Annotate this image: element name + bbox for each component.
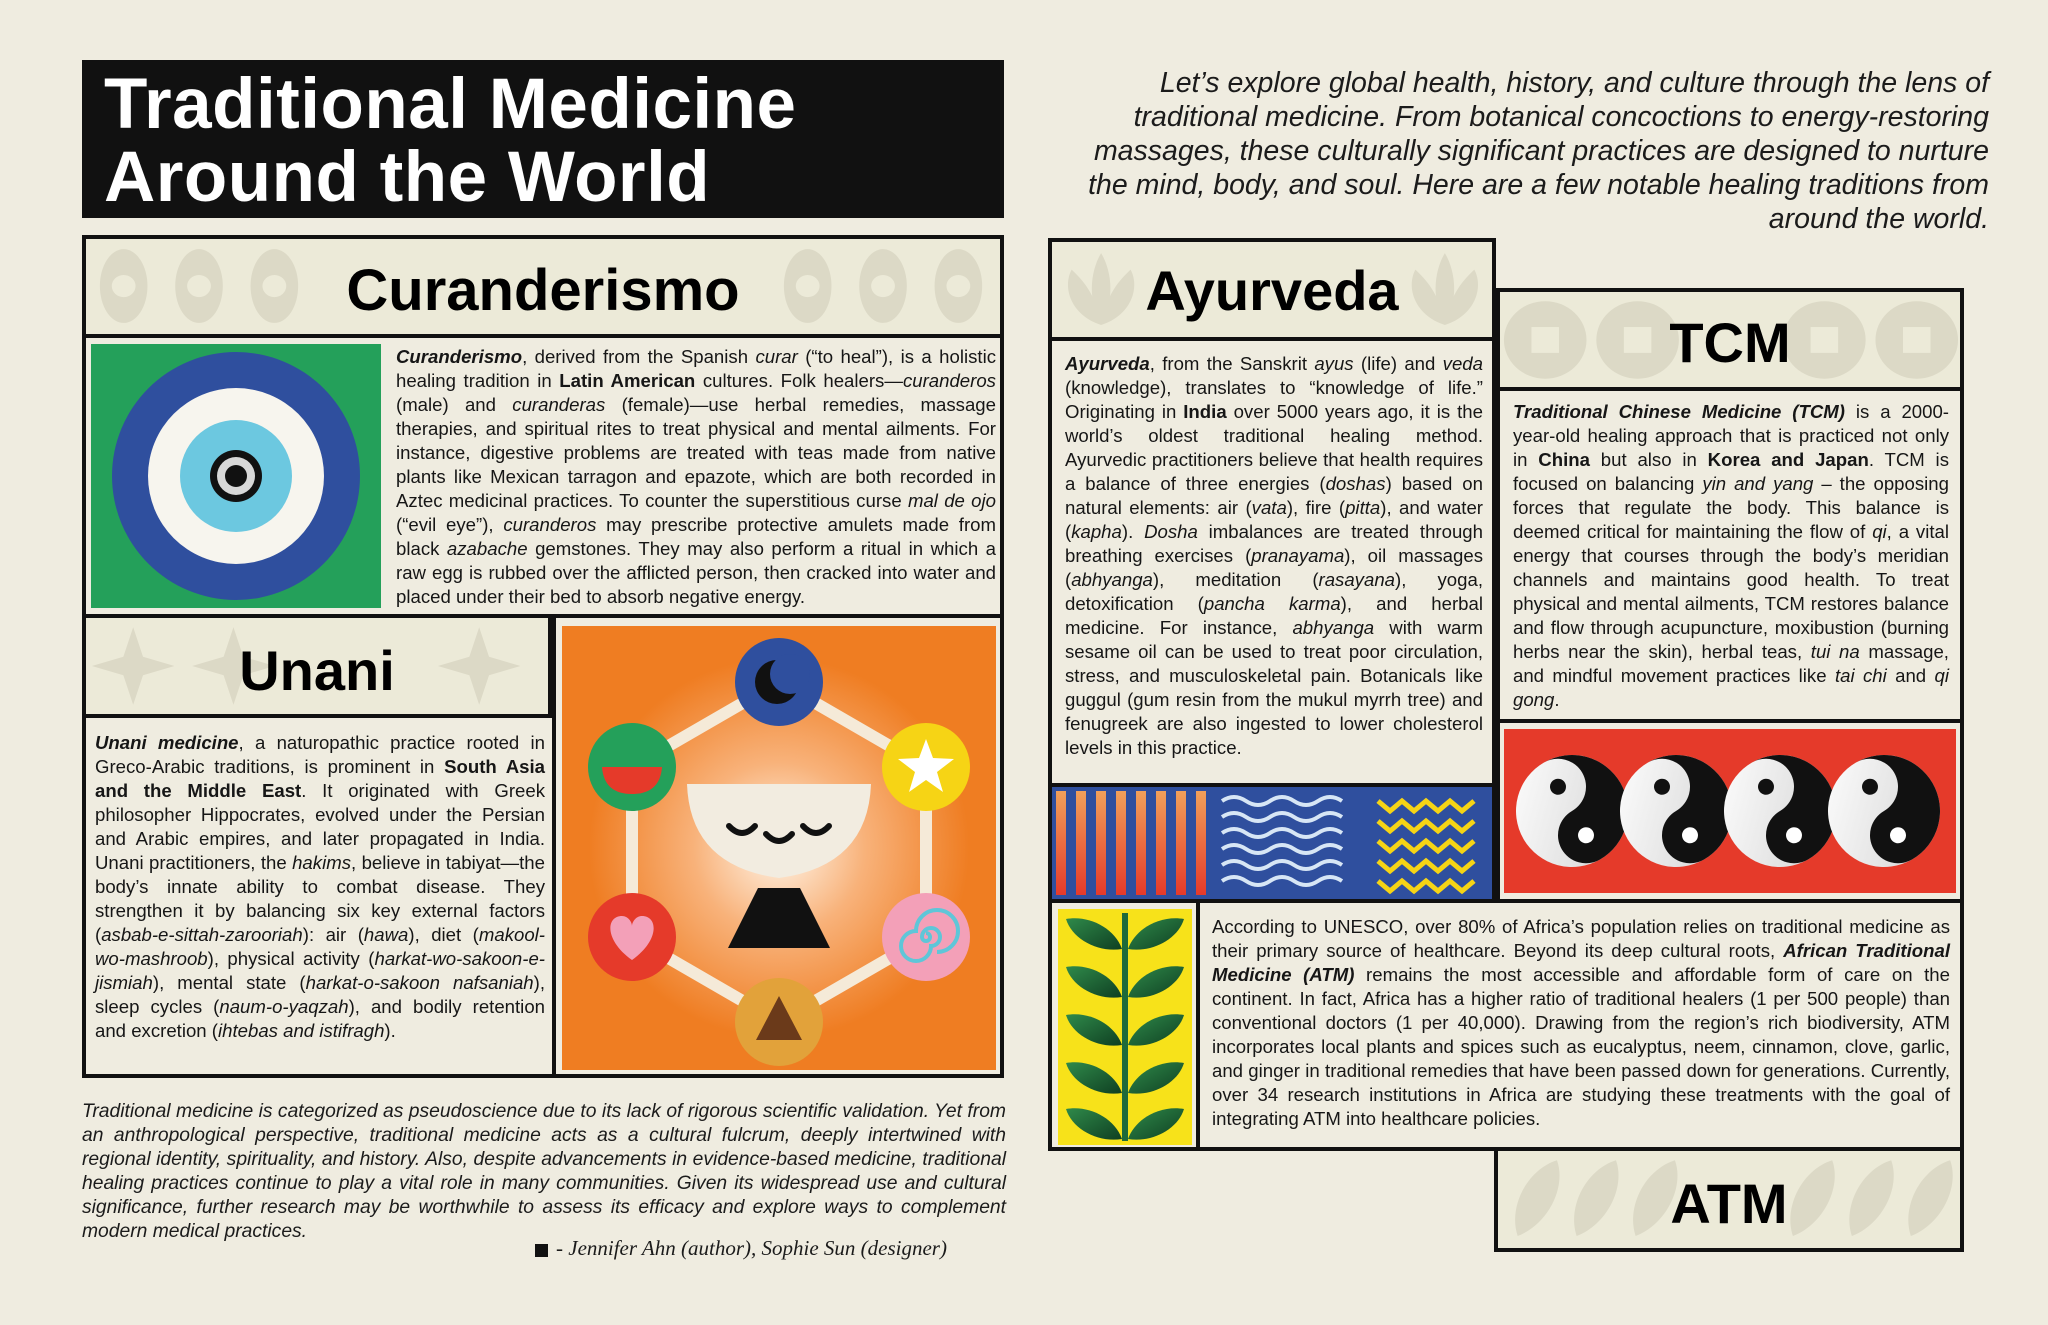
closing-note: Traditional medicine is categorized as pseudoscience due to its lack of rigorous scientific validation. Yet from an anthropological perspective, traditional medicine acts as a cultural fulcrum, deeply intertwined with regional identity, spirituality, and history. Also, despite advancements in evidence-based medicine, traditional healing practices continue to play a vital role in many communities. Given its widespread use and cultural significance, further research may be worthwhile to assess its efficacy and explore ways to complement modern medical practices. <box>82 1101 1006 1242</box>
unani-illustration-frame <box>552 614 1004 1078</box>
curanderismo-banner <box>82 235 1004 338</box>
unani-illustration <box>562 626 996 1070</box>
ayurveda-section <box>1048 337 1496 787</box>
star-icon <box>882 723 970 811</box>
intro-text: Let’s explore global health, history, and culture through the lens of traditional medicine. From botanical concoctions to energy-restoring massages, these culturally significant practices are designed to nurture the mind, body, and soul. Here are a few notable healing traditions from around the world. <box>1088 67 1989 235</box>
atm-banner <box>1494 1147 1964 1252</box>
title-line-1: Traditional Medicine <box>104 65 797 144</box>
unani-section <box>82 714 556 1078</box>
evil-eye-icon <box>91 344 381 608</box>
curanderismo-text: Curanderismo, derived from the Spanish curar (“to heal”), is a holistic healing tradition in Latin American cultures. Folk healers—curanderos (male) and curanderas (female)—use herbal remedies, massage therapies, and spiritual rites to treat physical and mental ailments. For instance, digestive problems are treated with teas made from native plants like Mexican tarragon and epazote, which are both recorded in Aztec medicinal practices. To counter the superstitious curse mal de ojo (“evil eye”), curanderos may prescribe protective amulets made from black azabache gemstones. They may also perform a ritual in which a raw egg is rubbed over the afflicted person, then cracked into water and placed under their bed to absorb negative energy. <box>396 346 996 607</box>
ayurveda-title: Ayurveda <box>1145 259 1399 322</box>
tcm-title: TCM <box>1669 311 1791 374</box>
ayurveda-text: Ayurveda, from the Sanskrit ayus (life) and veda (knowledge), translates to “knowledge of life.” Originating in India over 5000 years ago, it is the world’s oldest traditional healing method. Ayurvedic practitioners believe that health requires a balance of three energies (doshas) based on natural elements: air (vata), fire (pitta), and water (kapha). Dosha imbalances are treated through breathing exercises (pranayama), oil massages (abhyanga), meditation (rasayana), yoga, detoxification (pancha karma), and herbal medicine. For instance, abhyanga with warm sesame oil can be used to treat poor circulation, stress, and musculoskeletal pain. Botanicals like guggul (gum resin from the mukul myrrh tree) and fenugreek are also ingested to lower cholesterol levels in this practice. <box>1065 353 1483 758</box>
leaf-icon <box>1058 909 1192 1145</box>
atm-divider <box>1196 903 1200 1151</box>
atm-text: According to UNESCO, over 80% of Africa’s population relies on traditional medicine as their primary source of healthcare. Beyond its deep cultural roots, African Traditional Medicine (ATM) remains the most accessible and affordable form of care on the continent. In fact, Africa has a higher ratio of traditional healers (1 per 500 people) than conventional doctors (1 per 40,000). Drawing from the region’s rich biodiversity, ATM incorporates local plants and spices such as eucalyptus, neem, cinnamon, clove, garlic, and ginger in traditional remedies that have been passed down for generations. Currently, over 34 research institutions in Africa are studying these treatments with the goal of integrating ATM into healthcare policies. <box>1212 916 1950 1129</box>
moon-icon <box>735 638 823 726</box>
credit-line <box>535 1236 947 1261</box>
credit-text: - Jennifer Ahn (author), Sophie Sun (designer) <box>556 1236 947 1260</box>
tcm-banner <box>1496 288 1964 391</box>
yin-yang-row <box>1500 723 1960 899</box>
atm-title: ATM <box>1670 1172 1788 1235</box>
page-title <box>82 60 1004 218</box>
tcm-section <box>1496 387 1964 723</box>
unani-title: Unani <box>239 639 395 702</box>
ayurveda-pattern-strip <box>1048 783 1496 903</box>
tcm-text: Traditional Chinese Medicine (TCM) is a 2000-year-old healing approach that is practiced not only in China but also in Korea and Japan. TCM is focused on balancing yin and yang – the opposing forces that regulate the body. This balance is deemed critical for maintaining the flow of qi, a vital energy that courses through the body’s meridian channels and maintains good health. To treat physical and mental ailments, TCM restores balance and flow through acupuncture, moxibustion (burning herbs near the skin), herbal teas, tui na massage, and mindful movement practices like tai chi and qi gong. <box>1513 401 1950 710</box>
atm-section <box>1048 899 1964 1151</box>
heart-icon <box>588 893 676 981</box>
square-bullet-icon <box>535 1244 548 1257</box>
half-circle-icon <box>588 723 676 811</box>
ayurveda-banner <box>1048 238 1496 341</box>
atm-leaf-panel <box>1058 909 1192 1145</box>
meditating-figure-icon <box>562 626 996 1070</box>
evil-eye-panel <box>91 344 381 608</box>
unani-text: Unani medicine, a naturopathic practice rooted in Greco-Arabic traditions, is prominent in South Asia and the Middle East. It originated with Greek philosopher Hippocrates, evolved under the Persian and Arabic empires, and later propagated in India. Unani practitioners, the hakims, believe in tabiyat—the body’s innate ability to combat disease. They strengthen it by balancing six key external factors (asbab-e-sittah-zarooriah): air (hawa), diet (makool-wo-mashroob), physical activity (harkat-wo-sakoon-e-jismiah), mental state (harkat-o-sakoon nafsaniah), sleep cycles (naum-o-yaqzah), and bodily retention and excretion (ihtebas and istifragh). <box>95 732 545 1041</box>
curanderismo-title: Curanderismo <box>346 258 740 323</box>
title-line-2: Around the World <box>104 138 711 217</box>
tcm-illustration-frame <box>1496 719 1964 903</box>
triangle-icon <box>735 978 823 1066</box>
wave-stripe-pattern <box>1052 787 1492 899</box>
curanderismo-section <box>82 334 1004 618</box>
unani-banner <box>82 614 552 718</box>
spiral-icon <box>882 893 970 981</box>
